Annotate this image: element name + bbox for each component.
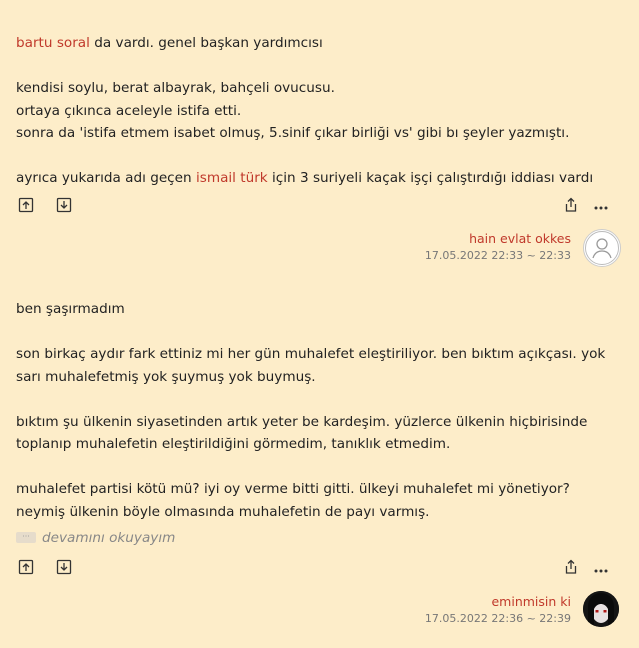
entry-date[interactable]: 17.05.2022 22:36 ~ 22:39	[424, 612, 571, 625]
entry-1-line-1: bartu soral da vardı. genel başkan yardımcısı	[16, 35, 323, 51]
read-more[interactable]	[16, 527, 175, 546]
more-options-icon[interactable]	[592, 560, 610, 578]
entry-2	[16, 298, 622, 523]
author-nick[interactable]: hain evlat okkes	[469, 231, 571, 246]
read-more-link[interactable]: devamını okuyayım	[42, 529, 176, 546]
entry-2-text: muhalefet partisi kötü mü? iyi oy verme bitti gitti. ülkeyi muhalefet mi yönetiyor? neymiş ülkenin böyle olmasında muhalefetin de payı varmış.	[16, 481, 570, 520]
entry-2-text: ben şaşırmadım	[16, 301, 125, 317]
upvote-icon[interactable]	[18, 197, 36, 215]
bkz-link-bartu-soral[interactable]: bartu soral	[16, 35, 90, 51]
share-icon[interactable]	[563, 197, 581, 215]
entry-2-text: bıktım şu ülkenin siyasetinden artık yeter be kardeşim. yüzlerce ülkenin hiçbirisinde toplanıp muhalefetin eleştirildiğini görmedim, tanıklık etmedim.	[16, 413, 588, 452]
entry-date[interactable]: 17.05.2022 22:33 ~ 22:33	[424, 249, 571, 262]
bkz-link-ismail-turk[interactable]: ismail türk	[195, 170, 268, 186]
entry-1-text: ortaya çıkınca aceleyle istifa etti.	[16, 102, 242, 119]
upvote-icon[interactable]	[18, 559, 36, 577]
default-user-icon	[584, 230, 620, 266]
entry-2-author	[425, 594, 571, 625]
entry-1-text: ayrıca yukarıda adı geçen ismail türk için 3 suriyeli kaçak işçi çalıştırdığı iddiası vardı	[16, 170, 594, 186]
avatar[interactable]	[583, 591, 619, 627]
share-icon[interactable]	[563, 559, 581, 577]
downvote-icon[interactable]	[56, 559, 74, 577]
entry-1-author	[425, 231, 571, 262]
entry-1	[16, 32, 622, 190]
read-more-button[interactable]: ···	[16, 532, 36, 543]
entry-1-text: kendisi soylu, berat albayrak, bahçeli ovucusu.	[16, 80, 335, 96]
entry-1-text: sonra da 'istifa etmem isabet olmuş, 5.sinif çıkar birliği vs' gibi bı şeyler yazmıştı.	[16, 125, 570, 141]
downvote-icon[interactable]	[56, 197, 74, 215]
entry-2-text: son birkaç aydır fark ettiniz mi her gün muhalefet eleştiriliyor. ben bıktım açıkçası. yok sarı muhalefetmiş yok şuymuş yok buymuş.	[16, 346, 606, 385]
author-nick[interactable]: eminmisin ki	[491, 594, 571, 609]
avatar[interactable]	[583, 229, 621, 267]
avatar-image-icon	[583, 591, 619, 627]
more-options-icon[interactable]	[592, 197, 610, 215]
